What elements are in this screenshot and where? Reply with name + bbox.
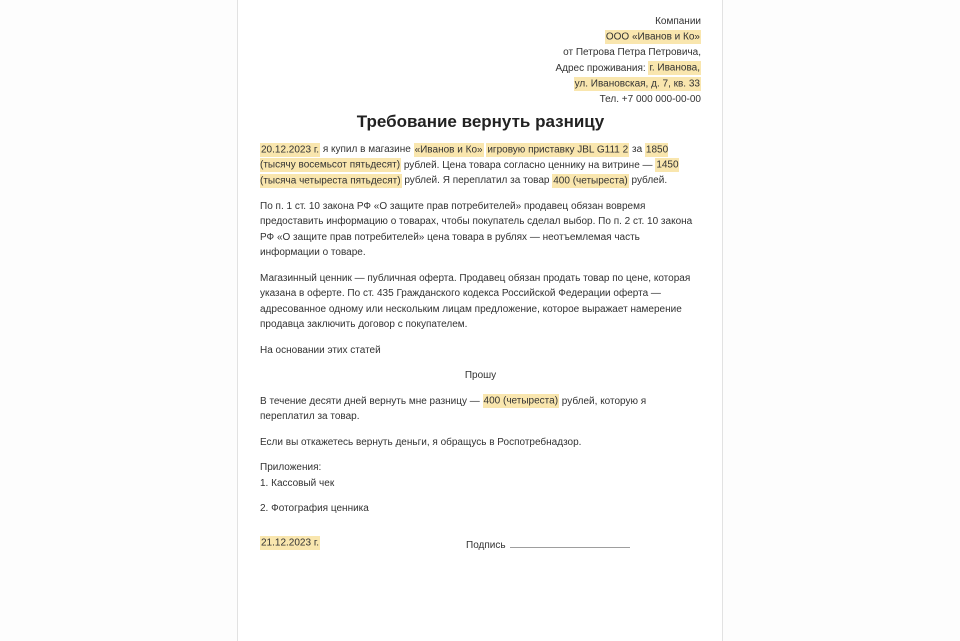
text-run: Прошу <box>464 370 497 381</box>
attachments-heading <box>260 460 701 476</box>
highlighted-text: ООО «Иванов и Ко» <box>605 31 700 43</box>
signature-block <box>466 536 630 554</box>
text-run: 2. Фотография ценника <box>260 503 369 514</box>
text-run: 1. Кассовый чек <box>260 477 335 489</box>
document-footer <box>260 536 701 552</box>
header-line <box>260 76 701 92</box>
text-run: Магазинный ценник — публичная оферта. Продавец обязан продать товар по цене, которая указана в оферте. По ст. 435 Гражданского кодекса Российской Федерации оферта — адресованное одному или нескольким лицам предложение, которое выражает намерение продавца заключить договор с покупателем. <box>260 272 691 330</box>
document-date: 21.12.2023 г. <box>261 537 320 549</box>
text-run: На основании этих статей <box>260 344 381 356</box>
text-run: рублей. Цена товара согласно ценнику на витрине — <box>401 159 656 171</box>
header-line <box>260 92 701 108</box>
attachment-item-2 <box>260 501 701 517</box>
text-run: от Петрова Петра Петровича, <box>563 47 701 58</box>
text-run: Компании <box>655 16 701 27</box>
text-run: В течение десяти дней вернуть мне разницу — <box>260 395 483 407</box>
basis-line <box>260 343 701 359</box>
request-heading <box>260 368 701 384</box>
text-run: Адрес проживания: <box>555 62 649 74</box>
text-run: рублей. <box>628 175 668 186</box>
text-run: я купил в магазине <box>320 144 414 155</box>
purchase-paragraph <box>260 142 701 189</box>
highlighted-text: 400 (четыреста) <box>553 175 628 186</box>
document-title: Требование вернуть разницу <box>356 112 605 131</box>
highlighted-text: 400 (четыреста) <box>483 395 559 407</box>
warning-paragraph <box>260 435 701 451</box>
header-line <box>260 30 701 46</box>
highlighted-text: 1850 (тысячу восемьсот пятьдесят) <box>260 144 669 171</box>
public-offer-paragraph <box>260 271 701 333</box>
text-run: рублей. Я переплатил за товар <box>401 175 553 186</box>
highlighted-text: ул. Ивановская, д. 7, кв. 33 <box>574 78 700 89</box>
attachment-item-1 <box>260 476 701 492</box>
text-run: Если вы откажетесь вернуть деньги, я обращусь в Роспотребнадзор. <box>260 436 582 448</box>
law-article-10-paragraph <box>260 199 701 261</box>
highlighted-text: «Иванов и Ко» <box>414 144 483 155</box>
text-run: Приложения: <box>260 462 322 473</box>
highlighted-text: 20.12.2023 г. <box>261 144 320 155</box>
document-header <box>260 14 701 107</box>
text-run: По п. 1 ст. 10 закона РФ «О защите прав потребителей» продавец обязан вовремя предоставить информацию о товарах, чтобы покупатель сделал выбор. По п. 2 ст. 10 закона РФ «О защите прав потребителей» цена товара в рублях — неотъемлемая часть информации о товаре. <box>260 200 693 258</box>
text-run: рублей, которую я переплатил за товар. <box>260 395 647 422</box>
highlighted-text: 1450 (тысяча четыреста пятьдесят) <box>260 159 679 186</box>
document-body <box>260 142 701 517</box>
header-line <box>260 45 701 61</box>
text-run: за <box>629 144 645 155</box>
demand-paragraph <box>260 394 701 425</box>
signature-line <box>510 536 630 548</box>
highlighted-text: г. Иванова, <box>649 62 700 74</box>
document-page <box>237 0 723 641</box>
header-line <box>260 14 701 30</box>
signature-label: Подпись <box>466 539 506 551</box>
highlighted-text: игровую приставку JBL G111 2 <box>487 144 629 155</box>
header-line <box>260 61 701 77</box>
text-run: Тел. +7 000 000-00-00 <box>599 93 701 105</box>
